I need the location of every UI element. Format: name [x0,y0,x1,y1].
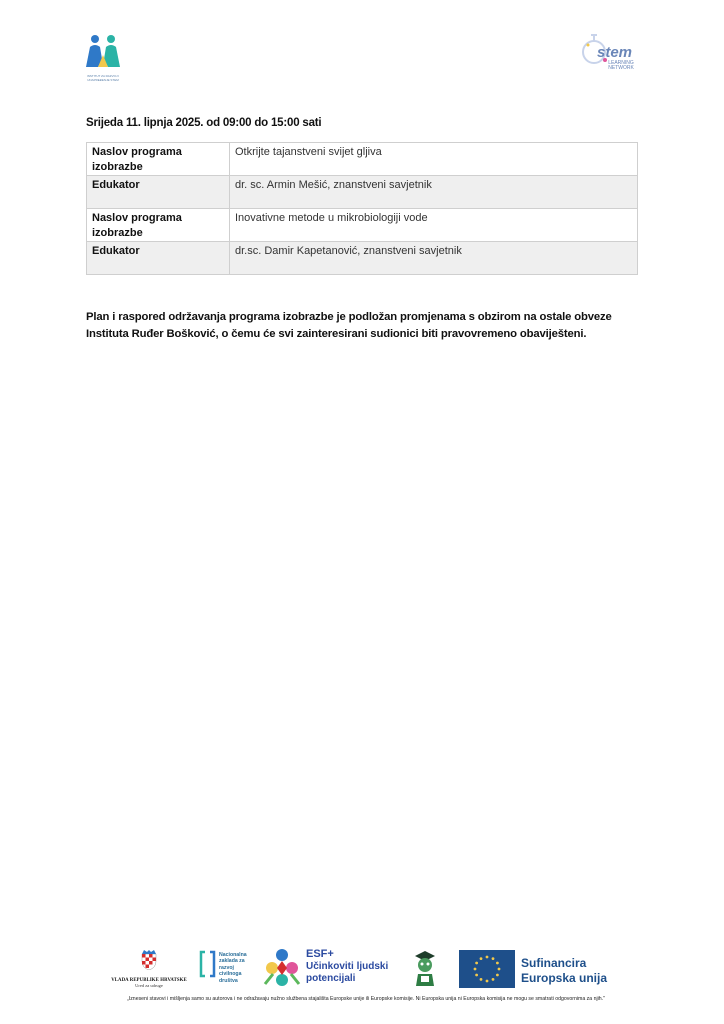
government-logo [108,950,190,988]
program-table [86,142,638,275]
table-row [87,209,638,242]
institute-logo [82,33,124,85]
graduate-logo [412,950,438,988]
institute-logo-caption: INSTITUT ZA RAZVOJ I UNAPREĐENJE STEM [86,74,120,82]
row-label: Edukator [87,176,230,209]
people-logo-icon [82,33,124,69]
row-value: Otkrijte tajanstveni svijet gljiva [230,143,638,176]
national-foundation-text: Nacionalna zaklada za razvoj civilnoga društva [219,952,247,984]
esf-subtitle: Učinkoviti ljudski potencijali [306,961,389,984]
esf-flower-icon [263,948,301,988]
graduate-character-icon [412,950,438,988]
table-row [87,176,638,209]
esf-logo [263,948,403,990]
esf-title: ESF+ [306,948,334,960]
row-label: Edukator [87,242,230,275]
event-date: Srijeda 11. lipnja 2025. od 09:00 do 15:00 sati [86,117,322,129]
row-value: dr.sc. Damir Kapetanović, znanstveni savjetnik [230,242,638,275]
row-value: dr. sc. Armin Mešić, znanstveni savjetnik [230,176,638,209]
funding-footer [0,942,724,1024]
government-office: Ured za udruge [135,983,163,988]
stem-network-logo [575,33,639,83]
stem-logo-subtitle: LEARNING NETWORK [608,60,634,71]
eu-flag-icon [459,950,515,988]
eu-disclaimer: „Izneseni stavovi i mišljenja samo su autorova i ne odražavaju nužno službena stajališta Europske unije ili Europske komisije. Ni Europska unija ni Europska komisija ne mogu se smatrati odgovornima za njih." [127,996,605,1002]
croatian-coat-of-arms-icon [141,950,157,970]
row-label: Naslov programa izobrazbe [87,143,230,176]
eu-cofunded-text: Sufinancira Europska unija [521,956,608,985]
government-name: VLADA REPUBLIKE HRVATSKE [111,978,187,983]
table-row [87,143,638,176]
eu-cofunded-logo [459,950,619,988]
row-label: Naslov programa izobrazbe [87,209,230,242]
row-value: Inovativne metode u mikrobiologiji vode [230,209,638,242]
bracket-logo-icon [199,950,217,978]
schedule-notice: Plan i raspored održavanja programa izobrazbe je podložan promjenama s obzirom na ostale obveze Instituta Ruđer Bošković, o čemu će svi zainteresirani sudionici biti pravovremeno obaviješteni. [86,311,612,340]
stem-logo-text: stem [597,44,633,61]
national-foundation-logo [199,950,259,990]
table-row [87,242,638,275]
